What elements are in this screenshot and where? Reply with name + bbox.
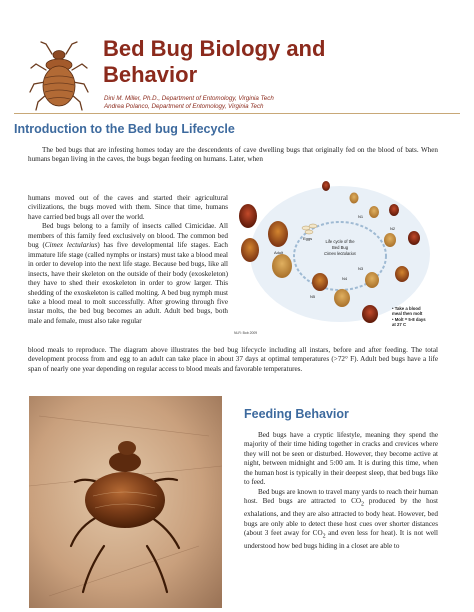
note-line-4: at 27 C [392, 321, 407, 327]
nymph-n1 [350, 193, 359, 204]
feeding-heading: Feeding Behavior [244, 407, 349, 421]
adult-bug-2 [241, 238, 259, 262]
feeding-para1: Bed bugs have a cryptic lifestyle, meaning they spend the majority of their time hiding together in cracks and crevices where they will not be seen or disturbed. However, they become active at night, between midnight and 5:00 am. It is during this time, when the human host is typically in their deepest sleep, that bed bugs like to feed. [244, 431, 438, 487]
diagram-credit: NLR: Bob 2009 [234, 331, 258, 335]
stage-label-n5: N5 [310, 294, 316, 299]
nymph-n4 [365, 272, 379, 288]
nymph-large-fed [362, 305, 378, 323]
author-list [104, 95, 274, 111]
title-line-2: Behavior [103, 62, 198, 87]
intro-para1-text: The bed bugs that are infesting homes today are the descendents of cave dwelling bugs that originally fed on the blood of bats. When humans began living in the caves, the bugs began feeding on humans. Later, when [28, 146, 438, 164]
author-1: Dini M. Miller, Ph.D., Department of Entomology, Virginia Tech [104, 95, 274, 102]
nymph-n3-fed [408, 231, 420, 245]
co2-subscript-2: 2 [322, 533, 326, 540]
adult-bug-1 [268, 221, 288, 247]
intro-para2-part-b: ) has five developmental life stages. Each immature life stage (called nymphs or instars) must take a blood meal in order to develop into the next life stage. Because bed bugs, like all insects, have their skeleton on the outside of their body (exoskeleton) they have to shed their exoskeleton in order to grow larger. This shedding of the exoskeleton is called molting. A bed bug nymph must take a blood meal to molt successfully. After growing through five instar molts, the bed bug becomes an adult. Adult bed bugs, both male and female, must also take regular [28, 241, 229, 325]
stage-label-adult: Adult [274, 250, 284, 255]
title-line-1: Bed Bug Biology and [103, 36, 326, 61]
nymph-n4-fed [395, 266, 409, 282]
note-line-2: meal then molt [392, 311, 423, 317]
stage-label-n1: N1 [358, 214, 364, 219]
bed-bug-photo [29, 396, 222, 608]
stage-label-n2: N2 [390, 226, 396, 231]
intro-para2-part-a: Bed bugs belong to a family of insects called Cimicidae. All members of this family feed exclusively on blood. The common bed bug ( [28, 222, 228, 250]
co2-subscript-1: 2 [360, 501, 364, 508]
intro-para1-continued: humans moved out of the caves and started their agricultural civilizations, the bugs moved with them. Since that time, humans have carried bed bugs all over the world. [28, 194, 228, 221]
feeding-para2-part-c: and even less for heat). It is not well understood how bed bugs hiding in a closet are able to [244, 528, 439, 550]
center-label-2: Bed Bug [331, 245, 349, 250]
feeding-para2 [244, 488, 438, 552]
note-line-3: • Molt = 5-8 days [392, 316, 426, 322]
feeding-text [244, 431, 438, 551]
stage-label-n3: N3 [358, 266, 364, 271]
nymph-n5-fed [312, 273, 328, 291]
center-label-1: Life cycle of the [325, 239, 355, 244]
intro-heading: Introduction to the Bed bug Lifecycle [14, 122, 235, 136]
bed-bug-icon [28, 40, 90, 112]
author-2: Andrea Polanco, Department of Entomology, Virginia Tech [104, 103, 264, 110]
document-title [103, 36, 325, 88]
header-divider [14, 113, 460, 114]
adult-bug-3 [272, 254, 292, 278]
stage-label-n4: N4 [342, 276, 348, 281]
feeding-para2-part-a: Bed bugs are known to travel many yards to reach their human host. Bed bugs are attracted to CO [244, 487, 438, 506]
intro-para2 [28, 222, 228, 326]
nymph-n2-fed [389, 204, 399, 216]
stage-label-eggs: Eggs [303, 236, 313, 241]
intro-para2-cont-text: blood meals to reproduce. The diagram above illustrates the bed bug lifecycle including all instars, before and after feeding. The total development process from and egg to an adult can take place in about 37 days at optimal temperatures (>72° F). Adult bed bugs have a life span of nearly one year depending on regular access to blood meals and favorable temperatures. [28, 346, 438, 373]
center-label-3: Cimex lectularius [324, 251, 356, 256]
note-line-1: • Take a blood [392, 306, 421, 311]
nymph-n3 [384, 233, 396, 247]
nymph-n2 [369, 206, 379, 218]
adult-bug-fed [239, 204, 257, 228]
intro-paragraph-1 [28, 146, 438, 165]
intro-paragraph-2-continued [28, 346, 438, 374]
molting-note [392, 306, 426, 327]
nymph-n1-fed [322, 181, 330, 191]
species-name: Cimex lectularius [44, 241, 98, 250]
nymph-n5 [334, 289, 350, 307]
intro-column-text [28, 194, 228, 326]
feeding-para2-part-b: produced by the host exhalations, and they are also attracted to body heat. However, bed bugs are only able to detect these host cues over shorter distances (about 3 feet away for CO [244, 497, 438, 537]
